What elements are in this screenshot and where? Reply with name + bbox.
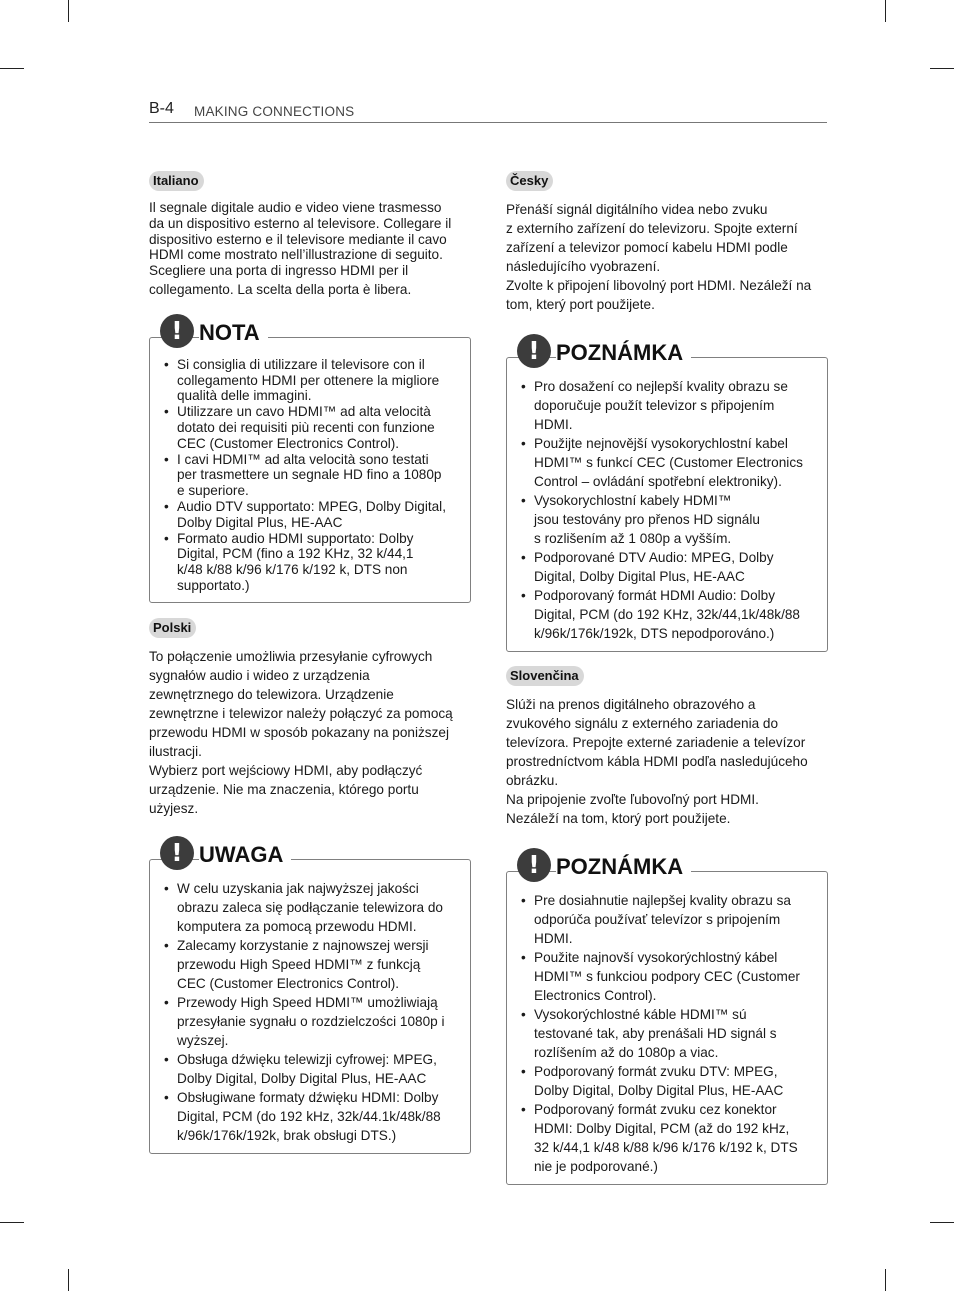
note-line: testované tak, aby prenášali HD signál s <box>534 1026 777 1041</box>
note-item <box>521 891 815 948</box>
body-line: obrázku. <box>506 773 559 788</box>
note-line: qualità delle immagini. <box>177 388 312 404</box>
note-line: • Przewody High Speed HDMI™ umożliwiają <box>177 994 438 1010</box>
note-line: przewodu High Speed HDMI™ z funkcją <box>177 956 421 972</box>
note-title: POZNÁMKA <box>556 340 691 366</box>
exclamation-circle-icon: ! <box>517 848 551 882</box>
note-line: Control – ovládání spotřební elektroniky). <box>534 474 782 489</box>
note-item <box>521 548 815 586</box>
page-header <box>149 100 827 123</box>
note-item <box>164 1050 458 1088</box>
body-line: Nezáleží na tom, ktorý port použijete. <box>506 811 731 826</box>
body-line: prostredníctvom kábla HDMI podľa nasledujúceho <box>506 754 808 769</box>
note-line: Dolby Digital Plus, HE-AAC <box>177 514 343 530</box>
note-line: k/96k/176k/192k, brak obsługi DTS.) <box>177 1127 397 1143</box>
crop-mark <box>930 68 954 69</box>
note-line: • Použite najnovší vysokorýchlostný kábel <box>534 950 778 965</box>
note-line: obrazu zaleca się podłączanie telewizora do <box>177 899 443 915</box>
crop-mark <box>930 1222 954 1223</box>
body-polski <box>149 647 471 818</box>
note-item <box>521 1062 815 1100</box>
note-line: s rozlišením až 1 080p a vyšším. <box>534 531 732 546</box>
note-line: HDMI™ s funkcí CEC (Customer Electronics <box>534 455 803 470</box>
note-list <box>164 879 458 1145</box>
note-item <box>521 1005 815 1062</box>
body-line: zařízení a televizor pomocí kabelu HDMI podle <box>506 240 788 255</box>
note-line: • Formato audio HDMI supportato: Dolby <box>177 530 414 546</box>
note-line: komputera za pomocą przewodu HDMI. <box>177 918 417 934</box>
note-line: k/48 k/88 k/96 k/176 k/192 k, DTS non <box>177 562 408 578</box>
note-item <box>164 404 458 451</box>
note-line: Digital, Dolby Digital Plus, HE-AAC <box>534 569 745 584</box>
note-header <box>149 837 471 878</box>
crop-mark <box>0 1222 24 1223</box>
note-list <box>521 891 815 1176</box>
body-line: Na pripojenie zvoľte ľubovoľný port HDMI. <box>506 792 759 807</box>
body-cesky <box>506 200 828 314</box>
note-frame <box>506 871 828 1185</box>
note-header <box>149 315 471 356</box>
body-line: Wybierz port wejściowy HDMI, aby podłączyć <box>149 762 423 778</box>
note-title: UWAGA <box>199 842 291 868</box>
note-header <box>506 336 828 376</box>
note-line: Dolby Digital, Dolby Digital Plus, HE-AAC <box>534 1083 784 1098</box>
body-line: urządzenie. Nie ma znaczenia, którego portu <box>149 781 419 797</box>
note-item <box>164 531 458 594</box>
note-item <box>521 1100 815 1176</box>
body-line: zewnętrzne i telewizor należy połączyć za pomocą <box>149 705 453 721</box>
section-slovencina <box>506 666 828 1185</box>
note-line: • Utilizzare un cavo HDMI™ ad alta velocità <box>177 404 431 420</box>
note-line: CEC (Customer Electronics Control). <box>177 975 400 991</box>
note-header <box>506 850 828 890</box>
body-line: przewodu HDMI w sposób pokazany na poniższej <box>149 724 449 740</box>
note-line: Digital, PCM (do 192 KHz, 32k/44,1k/48k/88 <box>534 607 800 622</box>
note-line: • Audio DTV supportato: MPEG, Dolby Digital, <box>177 498 446 514</box>
note-line: rozlíšením až do 1080p a viac. <box>534 1045 719 1060</box>
note-line: CEC (Customer Electronics Control). <box>177 435 400 451</box>
note-line: Dolby Digital, Dolby Digital Plus, HE-AAC <box>177 1070 427 1086</box>
note-line: • Podporovaný formát zvuku DTV: MPEG, <box>534 1064 778 1079</box>
note-line: • Použijte nejnovější vysokorychlostní kabel <box>534 436 788 451</box>
note-line: e superiore. <box>177 483 249 499</box>
body-slovencina <box>506 695 828 828</box>
language-tag-cesky: Česky <box>506 171 553 191</box>
note-line: odporúča používať televízor s pripojením <box>534 912 781 927</box>
note-list <box>521 377 815 643</box>
body-line: ilustracji. <box>149 743 202 759</box>
body-line: následujícího vyobrazení. <box>506 259 661 274</box>
note-line: • W celu uzyskania jak najwyższej jakości <box>177 880 419 896</box>
note-line: per trasmettere un segnale HD fino a 1080p <box>177 467 442 483</box>
note-line: • Pro dosažení co nejlepší kvality obrazu se <box>534 379 788 394</box>
note-item <box>164 936 458 993</box>
note-item <box>164 993 458 1050</box>
page-number: B-4 <box>149 100 174 117</box>
section-title: MAKING CONNECTIONS <box>194 104 355 119</box>
body-line: Il segnale digitale audio e video viene trasmesso <box>149 200 442 215</box>
exclamation-circle-icon: ! <box>160 314 194 348</box>
body-line: tom, který port použijete. <box>506 297 655 312</box>
note-line: • Pre dosiahnutie najlepšej kvality obrazu sa <box>534 893 791 908</box>
note-title: POZNÁMKA <box>556 854 691 880</box>
note-line: nie je podporované.) <box>534 1159 658 1174</box>
body-line: To połączenie umożliwia przesyłanie cyfrowych <box>149 648 433 664</box>
note-line: Digital, PCM (do 192 kHz, 32k/44.1k/48k/88 <box>177 1108 441 1124</box>
note-line: HDMI™ s funkciou podpory CEC (Customer <box>534 969 800 984</box>
note-line: • Podporovaný formát zvuku cez konektor <box>534 1102 777 1117</box>
body-line: użyjesz. <box>149 800 199 816</box>
note-box-italiano <box>149 315 471 603</box>
body-line: zewnętrznego do telewizora. Urządzenie <box>149 686 394 702</box>
crop-mark <box>885 0 886 22</box>
note-line: dotato dei requisiti più recenti con funzione <box>177 419 435 435</box>
note-list <box>164 357 458 594</box>
note-item <box>164 879 458 936</box>
body-line: Přenáší signál digitálního videa nebo zvuku <box>506 202 768 217</box>
note-line: • Podporované DTV Audio: MPEG, Dolby <box>534 550 774 565</box>
language-tag-slovencina: Slovenčina <box>506 666 584 686</box>
note-box-slovencina <box>506 850 828 1185</box>
body-line: Slúži na prenos digitálneho obrazového a <box>506 697 756 712</box>
note-item <box>521 434 815 491</box>
body-line: Scegliere una porta di ingresso HDMI per il <box>149 263 409 279</box>
note-box-polski <box>149 837 471 1154</box>
note-line: • Si consiglia di utilizzare il televisore con il <box>177 356 425 372</box>
section-polski <box>149 618 471 1154</box>
crop-mark <box>0 68 24 69</box>
note-line: Digital, PCM (fino a 192 KHz, 32 k/44,1 <box>177 546 414 562</box>
note-line: wyższej. <box>177 1032 229 1048</box>
note-item <box>164 357 458 404</box>
right-column <box>506 171 828 1185</box>
note-line: • Vysokorýchlostné káble HDMI™ sú <box>534 1007 747 1022</box>
exclamation-circle-icon: ! <box>517 334 551 368</box>
crop-mark <box>885 1269 886 1291</box>
body-line: sygnałów audio i wideo z urządzenia <box>149 667 370 683</box>
note-item <box>164 452 458 499</box>
body-line: HDMI come mostrato nell’illustrazione di seguito. <box>149 247 443 263</box>
note-line: • Zalecamy korzystanie z najnowszej wersji <box>177 937 429 953</box>
note-line: • Obsługiwane formaty dźwięku HDMI: Dolby <box>177 1089 439 1105</box>
note-line: Electronics Control). <box>534 988 657 1003</box>
body-line: zvukového signálu z externého zariadenia do <box>506 716 779 731</box>
note-line: doporučuje použít televizor s připojením <box>534 398 775 413</box>
note-line: • Vysokorychlostní kabely HDMI™ <box>534 493 732 508</box>
note-frame <box>506 357 828 652</box>
body-line: z externího zařízení do televizoru. Spojte externí <box>506 221 798 236</box>
language-tag-polski: Polski <box>149 618 196 638</box>
note-box-cesky <box>506 336 828 652</box>
note-line: HDMI: Dolby Digital, PCM (až do 192 kHz, <box>534 1121 790 1136</box>
note-line: collegamento HDMI per ottenere la migliore <box>177 372 440 388</box>
note-frame <box>149 337 471 603</box>
crop-mark <box>68 0 69 22</box>
note-line: jsou testovány pro přenos HD signálu <box>534 512 760 527</box>
note-line: • Obsługa dźwięku telewizji cyfrowej: MPEG, <box>177 1051 437 1067</box>
note-line: 32 k/44,1 k/48 k/88 k/96 k/176 k/192 k, DTS <box>534 1140 798 1155</box>
note-line: • Podporovaný formát HDMI Audio: Dolby <box>534 588 776 603</box>
note-line: HDMI. <box>534 417 573 432</box>
left-column <box>149 171 471 1154</box>
note-line: • I cavi HDMI™ ad alta velocità sono testati <box>177 451 429 467</box>
language-tag-italiano: Italiano <box>149 171 204 191</box>
note-line: przesyłanie sygnału o rozdzielczości 1080p i <box>177 1013 445 1029</box>
note-title: NOTA <box>199 320 268 346</box>
note-line: k/96k/176k/192k, DTS nepodporováno.) <box>534 626 775 641</box>
note-item <box>164 1088 458 1145</box>
body-italiano <box>149 200 471 298</box>
note-item <box>164 499 458 531</box>
note-line: HDMI. <box>534 931 573 946</box>
body-line: collegamento. La scelta della porta è libera. <box>149 281 412 297</box>
note-frame <box>149 859 471 1154</box>
note-item <box>521 586 815 643</box>
body-line: Zvolte k připojení libovolný port HDMI. Nezáleží na <box>506 278 812 293</box>
note-item <box>521 948 815 1005</box>
exclamation-circle-icon: ! <box>160 836 194 870</box>
body-line: dispositivo esterno e il televisore mediante il cavo <box>149 231 447 247</box>
note-line: supportato.) <box>177 577 250 593</box>
section-cesky <box>506 171 828 652</box>
body-line: televízora. Prepojte externé zariadenie a televízor <box>506 735 806 750</box>
crop-mark <box>68 1269 69 1291</box>
note-item <box>521 377 815 434</box>
note-item <box>521 491 815 548</box>
section-italiano <box>149 171 471 603</box>
body-line: da un dispositivo esterno al televisore. Collegare il <box>149 215 452 231</box>
